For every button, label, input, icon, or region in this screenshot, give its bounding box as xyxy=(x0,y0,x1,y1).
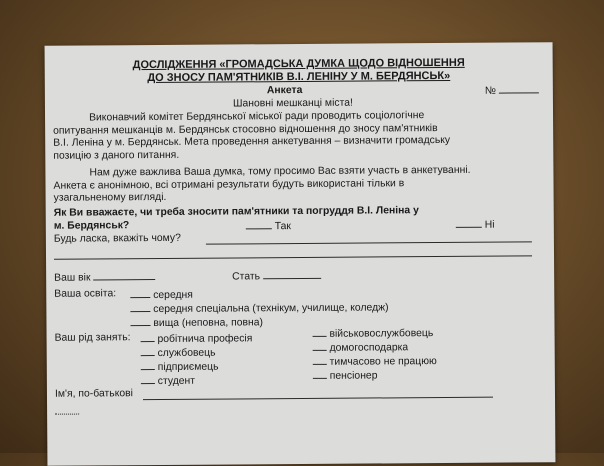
survey-title-line-2: ДО ЗНОСУ ПАМ'ЯТНИКІВ В.І. ЛЕНІНУ У М. БЕРДЯНСЬК» xyxy=(147,69,451,85)
question-line-2: м. Бердянськ? xyxy=(53,220,130,232)
occupation-option xyxy=(141,374,195,389)
name-label: Ім'я, по-батькові xyxy=(54,388,134,400)
occupation-option xyxy=(313,354,437,369)
age-field xyxy=(54,270,155,285)
occupation-option-label: студент xyxy=(157,375,196,387)
number-blank[interactable] xyxy=(499,83,539,93)
sex-label: Стать xyxy=(232,271,261,283)
intro-paragraph-1 xyxy=(53,109,543,163)
education-checkbox[interactable] xyxy=(130,302,150,312)
greeting: Шановні мешканці міста! xyxy=(232,97,353,110)
occupation-option xyxy=(313,326,434,341)
why-answer-line-1[interactable] xyxy=(206,241,532,244)
sex-blank[interactable] xyxy=(263,269,321,279)
occupation-checkbox[interactable] xyxy=(141,374,155,384)
occupation-checkbox[interactable] xyxy=(313,369,327,379)
intro-p2-line-3: узагальненому вигляді. xyxy=(53,192,167,204)
intro-p1-line-2: опитування мешканців м. Бердянськ стосовно відношення до зносу пам'ятників xyxy=(53,122,438,137)
number-label: № xyxy=(484,85,497,97)
occupation-label: Ваш рід занять: xyxy=(54,332,131,344)
occupation-checkbox[interactable] xyxy=(141,346,155,356)
intro-p1-line-1: Виконавчий комітет Бердянської міської ради проводить соціологічне xyxy=(89,110,425,124)
education-checkbox[interactable] xyxy=(130,316,150,326)
occupation-checkbox[interactable] xyxy=(313,341,327,351)
answer-yes-blank[interactable] xyxy=(246,219,272,229)
intro-p1-line-3: В.І. Леніна у м. Бердянськ. Мета проведення анкетування – визначити громадську xyxy=(53,135,451,149)
survey-title-line-1: ДОСЛІДЖЕННЯ «ГРОМАДСЬКА ДУМКА ЩОДО ВІДНОШЕННЯ xyxy=(132,56,465,72)
intro-paragraph-2 xyxy=(53,164,543,205)
occupation-option-label: робітнича професія xyxy=(157,333,253,345)
occupation-checkbox[interactable] xyxy=(313,327,327,337)
education-label: Ваша освіта: xyxy=(54,288,117,300)
name-input-line[interactable] xyxy=(143,397,493,400)
questionnaire-sheet xyxy=(45,42,556,466)
occupation-option xyxy=(141,346,216,361)
why-label: Будь ласка, вкажіть чому? xyxy=(53,232,181,245)
occupation-option-label: підприємець xyxy=(157,361,219,373)
occupation-option-label: тимчасово не працюю xyxy=(329,356,437,368)
question-line-1: Як Ви вважаєте, чи треба зносити пам'ятники та погруддя В.І. Леніна у xyxy=(53,205,419,219)
answer-no xyxy=(456,218,495,233)
sex-field xyxy=(232,269,321,284)
occupation-option-label: військовослужбовець xyxy=(329,328,434,340)
intro-p1-line-4: позицію з даного питання. xyxy=(53,149,180,162)
why-answer-line-2[interactable] xyxy=(54,255,532,259)
occupation-option-label: домогосподарка xyxy=(329,342,409,354)
answer-no-blank[interactable] xyxy=(456,218,482,228)
occupation-option xyxy=(141,360,219,375)
education-option-label: середня xyxy=(153,289,193,302)
occupation-option-label: пенсіонер xyxy=(329,370,378,382)
occupation-option-label: службовець xyxy=(157,347,216,359)
occupation-option xyxy=(313,368,378,383)
answer-yes-label: Так xyxy=(274,221,291,233)
age-blank[interactable] xyxy=(93,270,155,280)
education-option-label: вища (неповна, повна) xyxy=(153,317,264,330)
occupation-option xyxy=(141,331,253,346)
occupation-checkbox[interactable] xyxy=(141,360,155,370)
education-option xyxy=(130,288,193,303)
intro-p2-line-1: Нам дуже важлива Ваша думка, тому просимо Вас взяти участь в анкетуванні. xyxy=(89,164,471,179)
form-name: Анкета xyxy=(266,84,303,97)
education-option xyxy=(130,315,263,331)
intro-p2-line-2: Анкета є анонімною, всі отримані результати будуть використані тільки в xyxy=(53,177,405,192)
education-option-label: середня спеціальна (технікум, училище, коледж) xyxy=(153,302,389,316)
answer-yes xyxy=(246,219,291,234)
education-checkbox[interactable] xyxy=(130,288,150,298)
occupation-option xyxy=(313,340,409,355)
age-label: Ваш вік xyxy=(54,272,91,284)
answer-no-label: Ні xyxy=(484,219,495,231)
form-number xyxy=(485,83,539,98)
occupation-checkbox[interactable] xyxy=(141,332,155,342)
occupation-checkbox[interactable] xyxy=(313,355,327,365)
next-field-fragment xyxy=(55,414,79,415)
